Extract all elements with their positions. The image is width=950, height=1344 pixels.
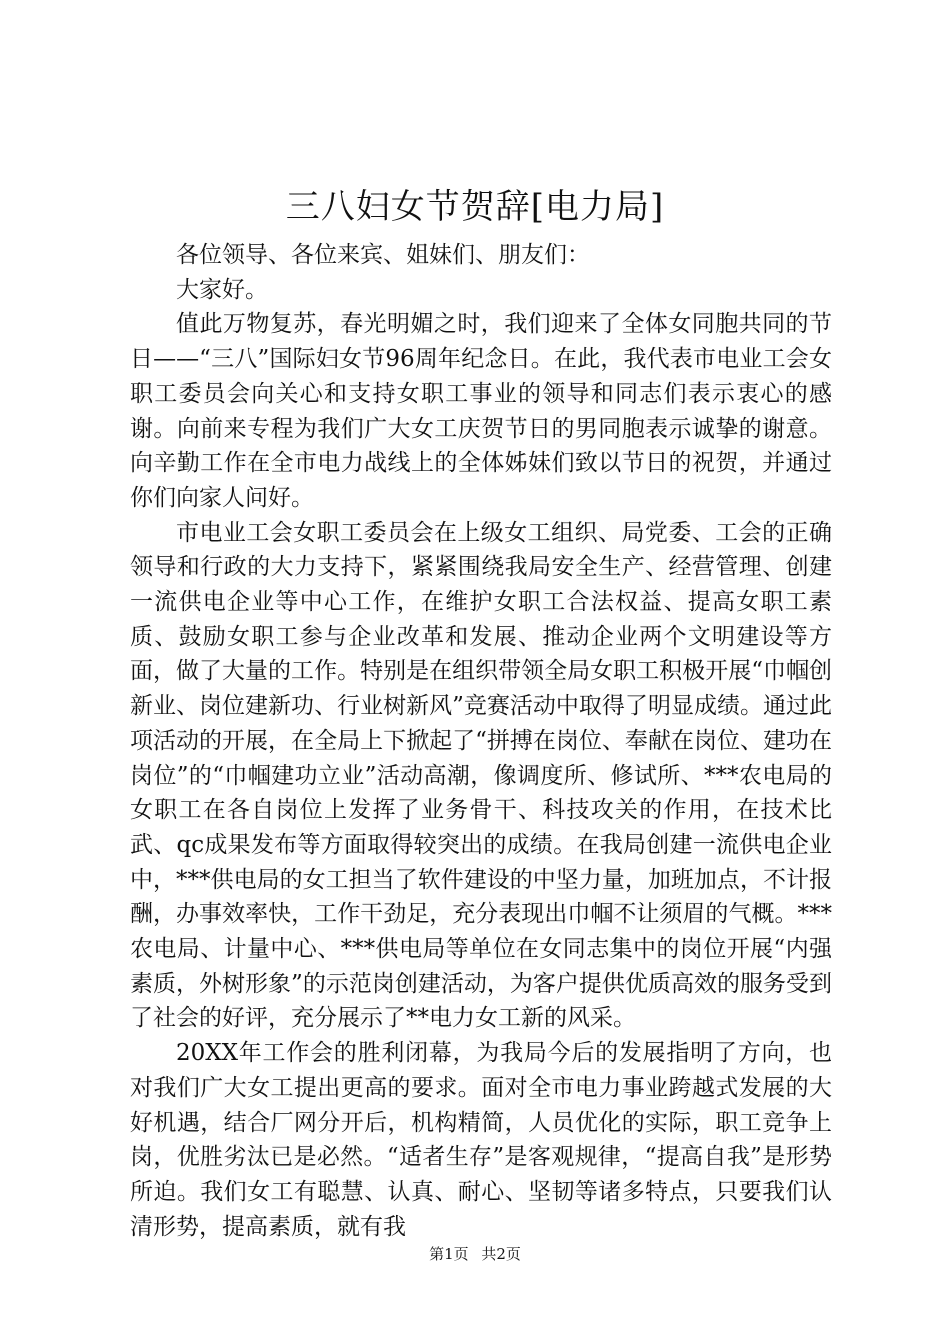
page-footer bbox=[0, 1244, 950, 1264]
body-paragraph: 值此万物复苏，春光明媚之时，我们迎来了全体女同胞共同的节日——“三八”国际妇女节96周年纪念日。在此，我代表市电业工会女职工委员会向关心和支持女职工事业的领导和同志们表示衷心的感谢。向前来专程为我们广大女工庆贺节日的男同胞表示诚挚的谢意。向辛勤工作在全市电力战线上的全体姊妹们致以节日的祝贺，并通过你们向家人问好。 bbox=[130, 311, 832, 511]
salutation: 各位领导、各位来宾、姐妹们、朋友们： bbox=[176, 242, 590, 268]
body-paragraph: 20XX年工作会的胜利闭幕，为我局今后的发展指明了方向，也对我们广大女工提出更高的要求。面对全市电力事业跨越式发展的大好机遇，结合厂网分开后，机构精简，人员优化的实际，职工竞争上岗，优胜劣汰已是必然。“适者生存”是客观规律，“提高自我”是形势所迫。我们女工有聪慧、认真、耐心、坚韧等诸多特点，只要我们认清形势，提高素质，就有我 bbox=[130, 1040, 832, 1240]
greeting: 大家好。 bbox=[176, 276, 268, 303]
page-number: 第1页 bbox=[429, 1245, 469, 1263]
document-title: 三八妇女节贺辞[电力局] bbox=[285, 187, 665, 227]
body-paragraph: 市电业工会女职工委员会在上级女工组织、局党委、工会的正确领导和行政的大力支持下，紧紧围绕我局安全生产、经营管理、创建一流供电企业等中心工作，在维护女职工合法权益、提高女职工素质、鼓励女职工参与企业改革和发展、推动企业两个文明建设等方面，做了大量的工作。特别是在组织带领全局女职工积极开展“巾帼创新业、岗位建新功、行业树新风”竞赛活动中取得了明显成绩。通过此项活动的开展，在全局上下掀起了“拼搏在岗位、奉献在岗位、建功在岗位”的“巾帼建功立业”活动高潮，像调度所、修试所、***农电局的女职工在各自岗位上发挥了业务骨干、科技攻关的作用，在技术比武、qc成果发布等方面取得较突出的成绩。在我局创建一流供电企业中，***供电局的女工担当了软件建设的中坚力量，加班加点，不计报酬，办事效率快，工作干劲足，充分表现出巾帼不让须眉的气概。***农电局、计量中心、***供电局等单位在女同志集中的岗位开展“内强素质，外树形象”的示范岗创建活动，为客户提供优质高效的服务受到了社会的好评，充分展示了**电力女工新的风采。 bbox=[130, 519, 832, 1032]
document-body bbox=[130, 238, 832, 1244]
page-total: 共2页 bbox=[481, 1245, 521, 1263]
